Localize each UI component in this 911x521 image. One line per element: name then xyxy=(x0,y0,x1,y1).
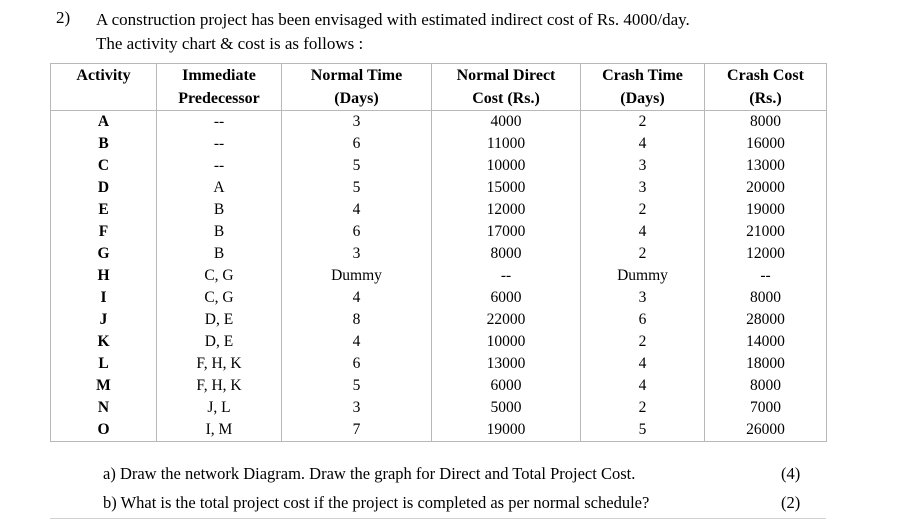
cell-crash-cost: 12000 xyxy=(705,243,827,265)
cell-activity: K xyxy=(51,331,157,353)
cell-normal-cost: -- xyxy=(432,265,581,287)
cell-activity: H xyxy=(51,265,157,287)
table-row xyxy=(51,199,827,221)
table-row xyxy=(51,331,827,353)
cell-predecessor: F, H, K xyxy=(157,353,282,375)
cell-normal-cost: 19000 xyxy=(432,419,581,442)
cell-activity: J xyxy=(51,309,157,331)
cell-normal-time: 7 xyxy=(282,419,432,442)
cell-crash-cost: 13000 xyxy=(705,155,827,177)
cell-crash-cost: 26000 xyxy=(705,419,827,442)
cell-normal-time: 4 xyxy=(282,199,432,221)
cell-crash-time: 2 xyxy=(581,243,705,265)
cell-crash-time: Dummy xyxy=(581,265,705,287)
activity-table xyxy=(50,63,827,442)
cell-normal-time: 6 xyxy=(282,353,432,375)
cell-predecessor: D, E xyxy=(157,309,282,331)
cell-predecessor: F, H, K xyxy=(157,375,282,397)
table-row xyxy=(51,221,827,243)
cell-predecessor: -- xyxy=(157,133,282,155)
cell-predecessor: C, G xyxy=(157,287,282,309)
table-row xyxy=(51,111,827,134)
cell-activity: C xyxy=(51,155,157,177)
cell-crash-time: 2 xyxy=(581,331,705,353)
question-a-marks: (4) xyxy=(781,464,801,483)
cell-crash-time: 5 xyxy=(581,419,705,442)
cell-crash-time: 4 xyxy=(581,375,705,397)
cell-activity: F xyxy=(51,221,157,243)
cell-normal-time: 5 xyxy=(282,155,432,177)
cell-crash-time: 4 xyxy=(581,353,705,375)
cell-crash-cost: 16000 xyxy=(705,133,827,155)
cell-crash-time: 2 xyxy=(581,397,705,419)
table-row xyxy=(51,133,827,155)
cell-crash-cost: 18000 xyxy=(705,353,827,375)
cell-predecessor: B xyxy=(157,243,282,265)
cell-activity: L xyxy=(51,353,157,375)
cell-crash-cost: 8000 xyxy=(705,375,827,397)
question-b-marks: (2) xyxy=(781,493,801,512)
table-row xyxy=(51,177,827,199)
cell-normal-time: Dummy xyxy=(282,265,432,287)
cell-crash-time: 3 xyxy=(581,287,705,309)
cell-predecessor: J, L xyxy=(157,397,282,419)
cell-activity: D xyxy=(51,177,157,199)
cell-normal-time: 4 xyxy=(282,331,432,353)
table-body xyxy=(51,111,827,442)
cell-activity: I xyxy=(51,287,157,309)
cell-predecessor: -- xyxy=(157,155,282,177)
cell-crash-cost: 14000 xyxy=(705,331,827,353)
cell-crash-cost: 8000 xyxy=(705,287,827,309)
question-number: 2) xyxy=(56,8,71,27)
header-crash-cost: Crash Cost (Rs.) xyxy=(705,64,827,111)
question-a: a) Draw the network Diagram. Draw the graph for Direct and Total Project Cost. xyxy=(103,464,636,483)
cell-normal-time: 8 xyxy=(282,309,432,331)
question-b: b) What is the total project cost if the project is completed as per normal schedule? xyxy=(103,493,650,512)
cell-normal-cost: 5000 xyxy=(432,397,581,419)
cell-crash-cost: -- xyxy=(705,265,827,287)
header-normal-cost: Normal Direct Cost (Rs.) xyxy=(432,64,581,111)
cell-predecessor: B xyxy=(157,221,282,243)
table-row xyxy=(51,287,827,309)
cell-normal-cost: 22000 xyxy=(432,309,581,331)
cell-crash-cost: 28000 xyxy=(705,309,827,331)
cell-crash-cost: 21000 xyxy=(705,221,827,243)
table-row xyxy=(51,265,827,287)
cell-normal-cost: 15000 xyxy=(432,177,581,199)
cell-predecessor: A xyxy=(157,177,282,199)
cell-normal-time: 3 xyxy=(282,397,432,419)
table-row xyxy=(51,155,827,177)
question-intro xyxy=(96,8,886,56)
cell-normal-time: 6 xyxy=(282,133,432,155)
cell-normal-cost: 10000 xyxy=(432,331,581,353)
cell-activity: A xyxy=(51,111,157,134)
cell-crash-time: 3 xyxy=(581,177,705,199)
intro-line-1: A construction project has been envisaged with estimated indirect cost of Rs. 4000/day. xyxy=(96,10,690,29)
table-row xyxy=(51,353,827,375)
table-header-row xyxy=(51,64,827,111)
cell-normal-time: 3 xyxy=(282,243,432,265)
cell-predecessor: -- xyxy=(157,111,282,134)
table-row xyxy=(51,375,827,397)
intro-line-2: The activity chart & cost is as follows : xyxy=(96,34,364,53)
table-row xyxy=(51,243,827,265)
cell-activity: E xyxy=(51,199,157,221)
cell-normal-time: 4 xyxy=(282,287,432,309)
cell-predecessor: B xyxy=(157,199,282,221)
cell-crash-time: 4 xyxy=(581,133,705,155)
cell-normal-cost: 11000 xyxy=(432,133,581,155)
table-row xyxy=(51,419,827,442)
cell-normal-time: 3 xyxy=(282,111,432,134)
cell-crash-cost: 19000 xyxy=(705,199,827,221)
table-row xyxy=(51,397,827,419)
header-normal-time: Normal Time (Days) xyxy=(282,64,432,111)
cell-activity: N xyxy=(51,397,157,419)
cell-normal-cost: 8000 xyxy=(432,243,581,265)
cell-normal-cost: 4000 xyxy=(432,111,581,134)
cell-activity: G xyxy=(51,243,157,265)
cell-activity: M xyxy=(51,375,157,397)
cell-normal-time: 5 xyxy=(282,177,432,199)
header-activity: Activity xyxy=(51,64,157,111)
cell-normal-cost: 13000 xyxy=(432,353,581,375)
cell-normal-cost: 6000 xyxy=(432,287,581,309)
cell-crash-cost: 8000 xyxy=(705,111,827,134)
cell-activity: O xyxy=(51,419,157,442)
cell-crash-cost: 7000 xyxy=(705,397,827,419)
cell-predecessor: I, M xyxy=(157,419,282,442)
table-row xyxy=(51,309,827,331)
bottom-rule xyxy=(50,518,826,519)
cell-crash-cost: 20000 xyxy=(705,177,827,199)
header-crash-time: Crash Time (Days) xyxy=(581,64,705,111)
cell-normal-cost: 17000 xyxy=(432,221,581,243)
cell-crash-time: 2 xyxy=(581,199,705,221)
cell-crash-time: 2 xyxy=(581,111,705,134)
cell-normal-cost: 10000 xyxy=(432,155,581,177)
cell-normal-time: 6 xyxy=(282,221,432,243)
cell-predecessor: C, G xyxy=(157,265,282,287)
cell-crash-time: 3 xyxy=(581,155,705,177)
cell-normal-cost: 12000 xyxy=(432,199,581,221)
cell-normal-cost: 6000 xyxy=(432,375,581,397)
header-predecessor: Immediate Predecessor xyxy=(157,64,282,111)
cell-predecessor: D, E xyxy=(157,331,282,353)
cell-normal-time: 5 xyxy=(282,375,432,397)
cell-activity: B xyxy=(51,133,157,155)
cell-crash-time: 6 xyxy=(581,309,705,331)
cell-crash-time: 4 xyxy=(581,221,705,243)
